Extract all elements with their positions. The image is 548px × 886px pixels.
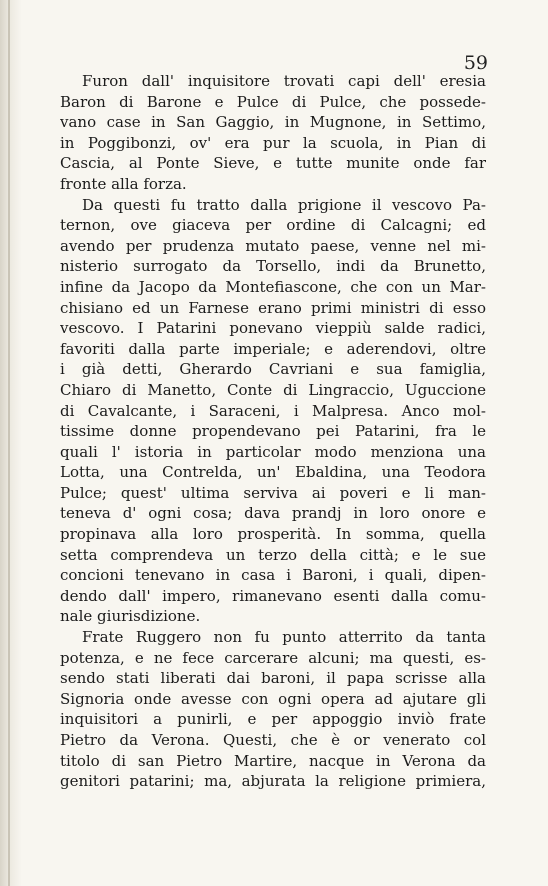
text-line: Signoria onde avesse con ogni opera ad ajutare gli xyxy=(60,689,486,708)
paragraph-1 xyxy=(60,71,486,195)
text-line: teneva d' ogni cosa; dava prandj in loro onore e xyxy=(60,504,486,523)
text-line: Cascia, al Ponte Sieve, e tutte munite onde far xyxy=(60,154,486,173)
text-line: inquisitori a punirli, e per appoggio inviò frate xyxy=(60,710,486,729)
text-line: dendo dall' impero, rimanevano esenti dalla comu- xyxy=(60,586,486,605)
text-line: chisiano ed un Farnese erano primi ministri di esso xyxy=(60,298,486,317)
paragraph-3 xyxy=(60,627,486,792)
text-line: Frate Ruggero non fu punto atterrito da tanta xyxy=(82,628,486,647)
text-line: Pietro da Verona. Questi, che è or venerato col xyxy=(60,731,486,749)
text-line: infine da Jacopo da Montefiascone, che con un Mar- xyxy=(60,277,486,296)
text-line: in Poggibonzi, ov' era pur la scuola, in Pian di xyxy=(60,133,486,152)
text-line: Lotta, una Contrelda, un' Ebaldina, una Teodora xyxy=(60,463,486,482)
text-line: Pulce; quest' ultima serviva ai poveri e li man- xyxy=(60,483,486,502)
text-line: sendo stati liberati dai baroni, il papa scrisse alla xyxy=(60,669,486,688)
text-line: propinava alla loro prosperità. In somma, quella xyxy=(60,525,486,544)
paragraph-2 xyxy=(60,195,486,627)
text-line: vano case in San Gaggio, in Mugnone, in Settimo, xyxy=(60,113,486,132)
text-line: di Cavalcante, i Saraceni, i Malpresa. Anco mol- xyxy=(60,401,486,420)
text-line: avendo per prudenza mutato paese, venne nel mi- xyxy=(60,236,486,255)
text-line: Furon dall' inquisitore trovati capi dell' eresia xyxy=(82,72,486,90)
page-number: 59 xyxy=(463,52,488,74)
text-line: tissime donne propendevano pei Patarini, fra le xyxy=(60,422,486,441)
text-line: Baron di Barone e Pulce di Pulce, che possede- xyxy=(60,92,486,111)
gutter-shadow xyxy=(0,0,22,886)
text-line: concioni tenevano in casa i Baroni, i quali, dipen- xyxy=(60,566,486,585)
text-line: favoriti dalla parte imperiale; e aderendovi, oltre xyxy=(60,339,486,358)
text-line: vescovo. I Patarini ponevano vieppiù salde radici, xyxy=(60,319,486,338)
text-line: Da questi fu tratto dalla prigione il vescovo Pa- xyxy=(82,195,486,214)
text-line: potenza, e ne fece carcerare alcuni; ma questi, es- xyxy=(60,648,486,667)
text-line: i già detti, Gherardo Cavriani e sua famiglia, xyxy=(60,360,486,379)
text-line: ternon, ove giaceva per ordine di Calcagni; ed xyxy=(60,216,486,235)
text-line: Chiaro di Manetto, Conte di Lingraccio, Uguccione xyxy=(60,380,486,399)
text-line: quali l' istoria in particolar modo menziona una xyxy=(60,442,486,461)
text-line: nisterio surrogato da Torsello, indi da Brunetto, xyxy=(60,257,486,276)
gutter-line xyxy=(8,0,10,886)
body-text xyxy=(60,71,486,792)
text-line: genitori patarini; ma, abjurata la religione primiera, xyxy=(60,772,486,791)
text-line: nale giurisdizione. xyxy=(60,607,201,626)
text-line: fronte alla forza. xyxy=(60,174,187,193)
text-line: setta comprendeva un terzo della città; e le sue xyxy=(60,545,486,564)
text-line: titolo di san Pietro Martire, nacque in Verona da xyxy=(60,751,486,770)
